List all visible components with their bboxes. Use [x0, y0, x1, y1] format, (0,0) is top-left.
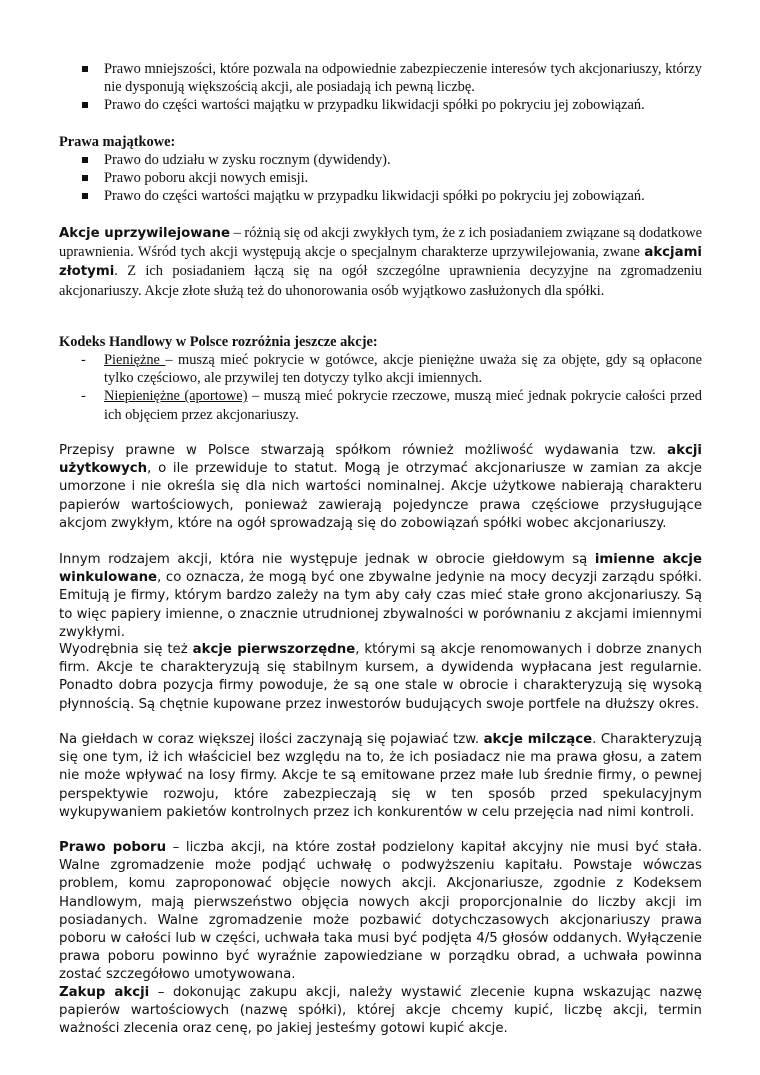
list-item: Prawo do udziału w zysku rocznym (dywidendy).	[59, 151, 702, 169]
term-share-purchase: Zakup akcji	[59, 985, 150, 1000]
preemptive-right-paragraph: Prawo poboru – liczba akcji, na które został podzielony kapitał akcyjny nie musi być stała. Walne zgromadzenie może podjąć uchwałę o podwyższeniu kapitału. Powstaje wówczas problem, komu zaproponować objęcie nowych akcji. Akcjonariusze, zgodnie z Kodeksem Handlowym, mają pierwszeństwo objęcia nowych akcji proporcjonalnie do liczby akcji im posiadanych. Walne zgromadzenie może pozbawić dotychczasowych akcjonariuszy prawa poboru w całości lub w części, uchwała taka musi być podjęta 4/5 głosów oddanych. Wyłączenie prawa poboru powinno być wyraźnie zapowiedziane w porządku obrad, a uchwała powinna zostać szczegółowo umotywowana.	[59, 840, 702, 983]
share-purchase-paragraph: Zakup akcji – dokonując zakupu akcji, należy wystawić zlecenie kupna wskazując nazwę papierów wartościowych (nazwę spółki), której akcje chcemy kupić, liczbę akcji, termin ważności zlecenia oraz cenę, po jakiej jesteśmy gotowi kupić akcje.	[59, 985, 702, 1037]
term-golden-shares: akcjami złotymi	[59, 245, 702, 280]
commercial-code-heading: Kodeks Handlowy w Polsce rozróżnia jeszcze akcje:	[59, 334, 378, 350]
commercial-code-list	[59, 351, 702, 424]
list-item: Prawo do części wartości majątku w przypadku likwidacji spółki po pokryciu jej zobowiązań.	[59, 96, 702, 114]
rights-list-continued	[59, 60, 702, 115]
term-preemptive-right: Prawo poboru	[59, 840, 167, 855]
term-restricted-shares: imienne akcje winkulowane	[59, 552, 703, 586]
property-rights-list	[59, 151, 702, 206]
preferred-shares-paragraph: Akcje uprzywilejowane – różnią się od akcji zwykłych tym, że z ich posiadaniem związane są dodatkowe uprawnienia. Wśród tych akcji występują akcje o specjalnym charakterze uprzywilejowania, zwane akcjami złotymi. Z ich posiadaniem łączą się na ogół szczególne uprawnienia decyzyjne na zgromadzeniu akcjonariuszy. Akcje złote służą też do uhonorowania osób wyjątkowo zasłużonych dla spółki.	[59, 225, 702, 299]
silent-shares-paragraph: Na giełdach w coraz większej ilości zaczynają się pojawiać tzw. akcje milczące. Charakteryzują się one tym, iż ich właściciel bez względu na to, że ich posiadacz nie ma prawa głosu, a zatem nie może wpływać na losy firmy. Akcje te są emitowane przez małe lub średnie firmy, o pewnej perspektywie rozwoju, które zabezpieczają się w ten sposób przed spekulacyjnym wykupywaniem pakietów kontrolnych przez ich konkurentów w celu przejęcia nad nimi kontroli.	[59, 732, 702, 820]
term-cash-shares: Pieniężne	[104, 352, 166, 368]
restricted-shares-paragraph: Innym rodzajem akcji, która nie występuje jednak w obrocie giełdowym są imienne akcje winkulowane, co oznacza, że mogą być one zbywalne jedynie na mocy decyzji zarządu spółki. Emitują je firmy, którym bardzo zależy na tym aby cały czas mieć stałe grono akcjonariuszy. Są to więc papiery imienne, o znacznie utrudnionej zbywalności w porównaniu z akcjami imiennymi zwykłymi.	[59, 552, 703, 640]
term-preferred-shares: Akcje uprzywilejowane	[59, 226, 231, 241]
term-silent-shares: akcje milczące	[483, 732, 593, 747]
list-item: Prawo mniejszości, które pozwala na odpowiednie zabezpieczenie interesów tych akcjonariuszy, którzy nie dysponują większością akcji, ale posiadają ich pewną liczbę.	[59, 60, 702, 96]
list-item: Prawo do części wartości majątku w przypadku likwidacji spółki po pokryciu jej zobowiązań.	[59, 187, 702, 205]
dash-marker: -	[81, 352, 86, 368]
list-item-non-cash-shares: - Niepieniężne (aportowe) – muszą mieć pokrycie rzeczowe, muszą mieć jednak pokrycie całości przed ich objęciem przez akcjonariuszy.	[81, 388, 703, 423]
blue-chip-shares-paragraph: Wyodrębnia się też akcje pierwszorzędne, którymi są akcje renomowanych i dobrze znanych firm. Akcje te charakteryzują się stabilnym kursem, a dywidenda wypłacana jest regularnie. Ponadto dobra pozycja firmy powoduje, że są one stale w obrocie i charakteryzują się wysoką płynnością. Są chętnie kupowane przez inwestorów budujących swoje portfele na dłuższy okres.	[59, 642, 702, 712]
list-item: Prawo poboru akcji nowych emisji.	[59, 169, 702, 187]
term-non-cash-shares: Niepieniężne (aportowe)	[104, 388, 248, 405]
property-rights-heading: Prawa majątkowe:	[59, 134, 176, 150]
usufruct-shares-paragraph: Przepisy prawne w Polsce stwarzają spółkom również możliwość wydawania tzw. akcji użytkowych, o ile przewiduje to statut. Mogą je otrzymać akcjonariusze w zamian za akcje umorzone i nie określa się dla nich wartości nominalnej. Akcje użytkowe nabierają charakteru papierów wartościowych, ponieważ zawierają pojedyncze prawa częściowe przysługujące akcjom zwykłym, które na ogół sprowadzają się do zobowiązań spółki wobec akcjonariuszy.	[59, 443, 702, 531]
dash-marker: -	[81, 388, 86, 405]
term-usufruct-shares: akcji użytkowych	[59, 443, 702, 477]
list-item-cash-shares: - Pieniężne – muszą mieć pokrycie w gotówce, akcje pieniężne uważa się za objęte, gdy są opłacone tylko częściowo, ale przywilej ten dotyczy tylko akcji imiennych.	[81, 352, 702, 387]
term-blue-chip-shares: akcje pierwszorzędne	[192, 642, 356, 657]
